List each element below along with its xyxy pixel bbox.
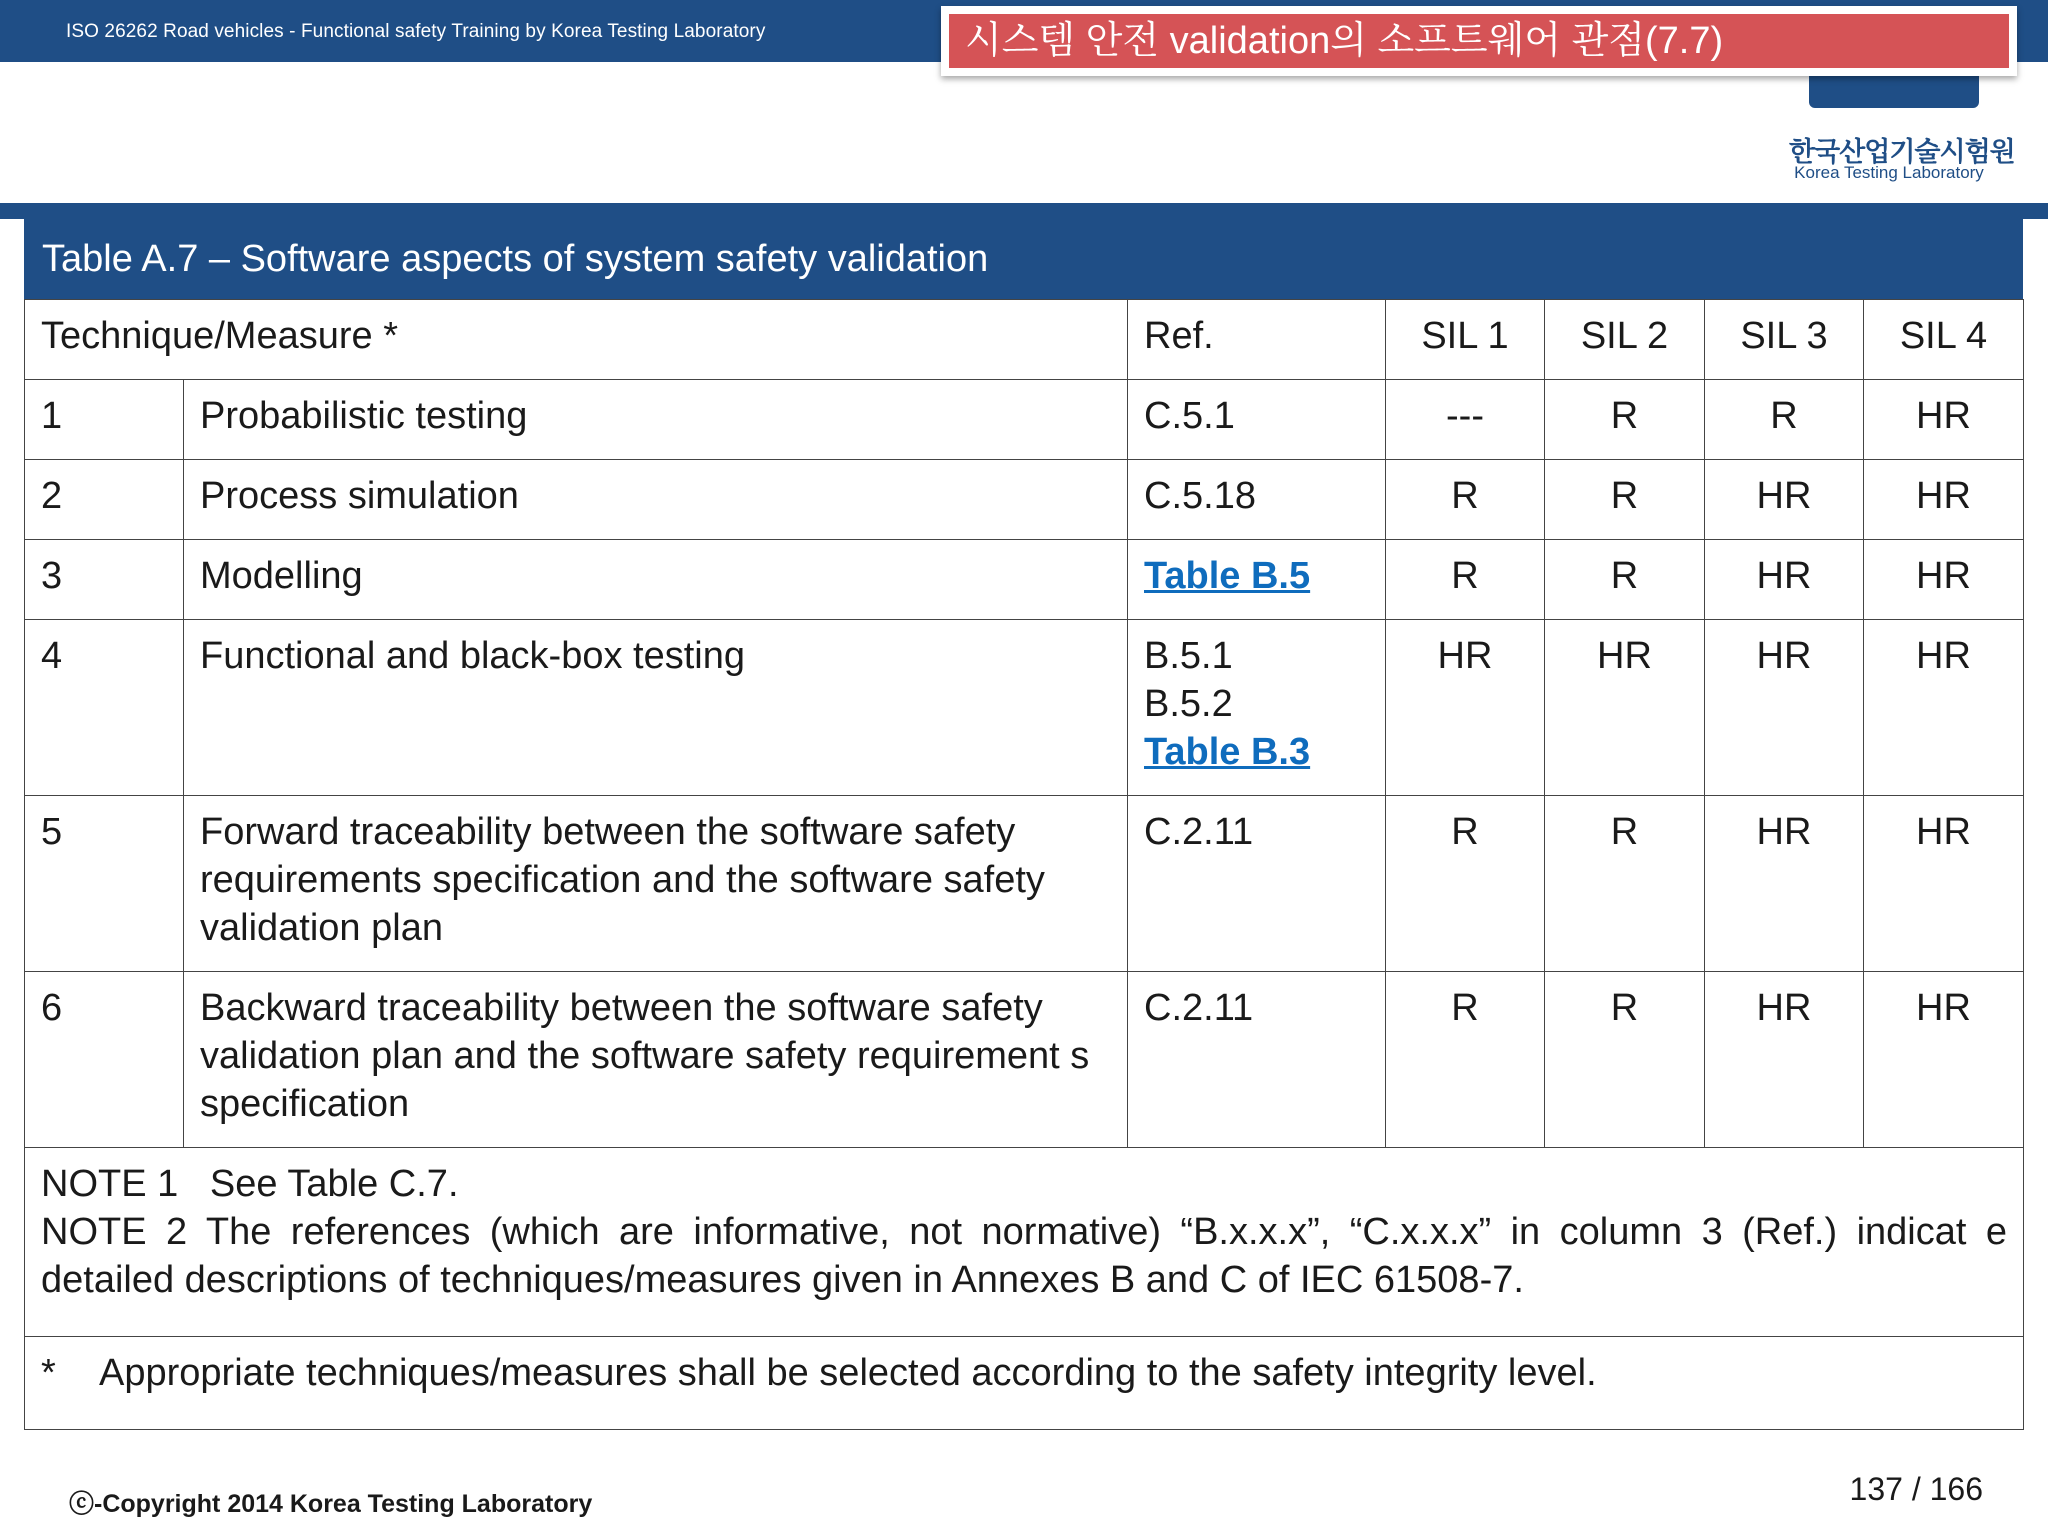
row-number: 4 [25, 620, 184, 796]
technique-cell: Functional and black-box testing [184, 620, 1128, 796]
sil1-cell: R [1386, 540, 1545, 620]
row-number: 1 [25, 380, 184, 460]
sil2-cell: R [1545, 380, 1705, 460]
row-number: 6 [25, 972, 184, 1148]
header-sil2: SIL 2 [1545, 300, 1705, 380]
sil4-cell: HR [1864, 460, 2024, 540]
sil4-cell: HR [1864, 540, 2024, 620]
table-row [25, 380, 2024, 460]
table-header-row [25, 300, 2024, 380]
slide-title: 시스템 안전 validation의 소프트웨어 관점(7.7) [949, 14, 2009, 68]
footnote-marker: * [41, 1352, 56, 1394]
sil3-cell: R [1705, 380, 1864, 460]
sil3-cell: HR [1705, 796, 1864, 972]
techniques-table [24, 299, 2024, 1430]
header-technique: Technique/Measure * [25, 300, 1128, 380]
logo-name-ko: 한국산업기술시험원 [1789, 137, 2015, 167]
table-row [25, 796, 2024, 972]
ref-line: B.5.2 [1144, 683, 1233, 725]
header-sil1: SIL 1 [1386, 300, 1545, 380]
ref-link-table-b5[interactable]: Table B.5 [1144, 555, 1311, 597]
copyright: ⓒ-Copyright 2014 Korea Testing Laboratory [69, 1490, 593, 1518]
header-ref: Ref. [1128, 300, 1386, 380]
sil4-cell: HR [1864, 796, 2024, 972]
slide-title-box [941, 6, 2017, 76]
sil2-cell: R [1545, 540, 1705, 620]
sil1-cell: R [1386, 796, 1545, 972]
technique-cell: Process simulation [184, 460, 1128, 540]
table-row [25, 972, 2024, 1148]
sil4-cell: HR [1864, 380, 2024, 460]
ref-line: B.5.1 [1144, 635, 1233, 677]
footnote-text: Appropriate techniques/measures shall be selected according to the safety integrity level. [99, 1352, 1597, 1394]
table-caption: Table A.7 – Software aspects of system safety validation [24, 219, 2023, 299]
ref-cell: C.5.18 [1128, 460, 1386, 540]
ref-cell [1128, 620, 1386, 796]
sil2-cell: R [1545, 796, 1705, 972]
table-row [25, 460, 2024, 540]
table-row [25, 620, 2024, 796]
ref-link-table-b3[interactable]: Table B.3 [1144, 731, 1311, 773]
note-1: NOTE 1 See Table C.7. [41, 1163, 459, 1205]
sil3-cell: HR [1705, 460, 1864, 540]
sil3-cell: HR [1705, 540, 1864, 620]
header-sil4: SIL 4 [1864, 300, 2024, 380]
sil4-cell: HR [1864, 972, 2024, 1148]
sil2-cell: R [1545, 460, 1705, 540]
note-2: NOTE 2 The references (which are informative, not normative) “B.x.x.x”, “C.x.x.x” in column 3 (Ref.) indicat e detailed descriptions of techniques/measures given in Annexes B and C of IEC 61508-7. [41, 1211, 2007, 1301]
sil3-cell: HR [1705, 972, 1864, 1148]
row-number: 2 [25, 460, 184, 540]
technique-cell: Backward traceability between the software safety validation plan and the software safety requirement s specification [184, 972, 1128, 1148]
sil1-cell: HR [1386, 620, 1545, 796]
sil1-cell: --- [1386, 380, 1545, 460]
row-number: 5 [25, 796, 184, 972]
ref-cell: C.2.11 [1128, 972, 1386, 1148]
logo-name-en: Korea Testing Laboratory [1794, 163, 1984, 182]
row-number: 3 [25, 540, 184, 620]
ref-cell [1128, 540, 1386, 620]
footnote-cell [25, 1337, 2024, 1430]
notes-cell [25, 1148, 2024, 1337]
sil2-cell: R [1545, 972, 1705, 1148]
technique-cell: Modelling [184, 540, 1128, 620]
sil3-cell: HR [1705, 620, 1864, 796]
page-number: 137 / 166 [1849, 1471, 1983, 1507]
ref-cell: C.2.11 [1128, 796, 1386, 972]
sil4-cell: HR [1864, 620, 2024, 796]
technique-cell: Probabilistic testing [184, 380, 1128, 460]
ktl-logo [1775, 62, 2015, 187]
notes-row [25, 1148, 2024, 1337]
header-divider [0, 203, 2048, 219]
technique-cell: Forward traceability between the software safety requirements specification and the software safety validation plan [184, 796, 1128, 972]
sil1-cell: R [1386, 460, 1545, 540]
sil1-cell: R [1386, 972, 1545, 1148]
table-row [25, 540, 2024, 620]
sil2-cell: HR [1545, 620, 1705, 796]
footnote-row [25, 1337, 2024, 1430]
ref-cell: C.5.1 [1128, 380, 1386, 460]
header-sil3: SIL 3 [1705, 300, 1864, 380]
course-title: ISO 26262 Road vehicles - Functional safety Training by Korea Testing Laboratory [66, 21, 766, 42]
